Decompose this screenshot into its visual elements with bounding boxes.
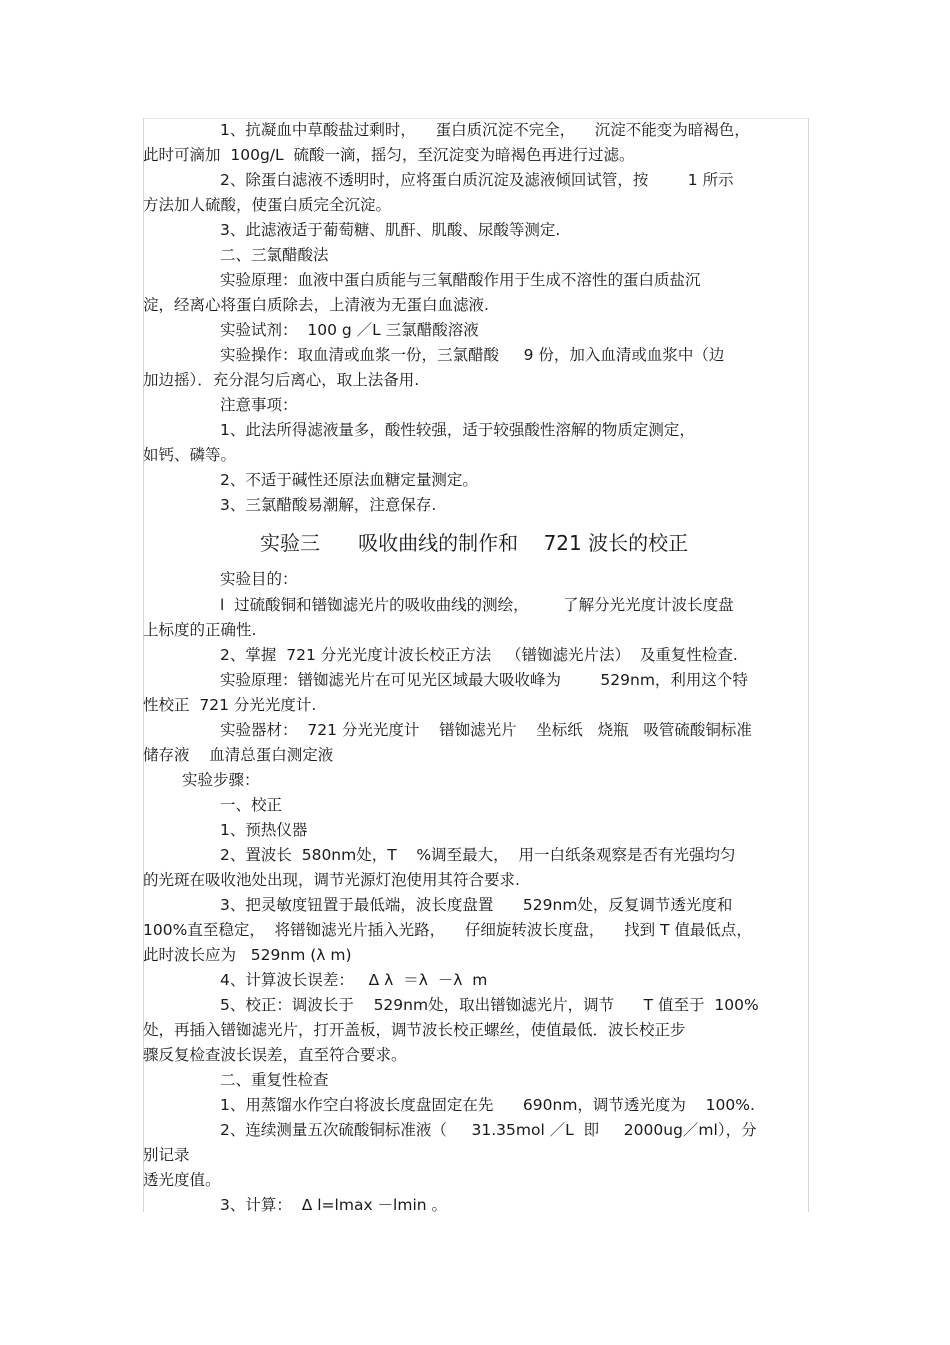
paragraph-line: 此时可滴加 100g/L 硫酸一滴，摇匀，至沉淀变为暗褐色再进行过滤。 — [143, 146, 635, 164]
paragraph-line: 上标度的正确性. — [143, 621, 257, 639]
paragraph-line: 3、计算： Δ l=lmax －lmin 。 — [220, 1196, 448, 1214]
section-heading: 实验三 吸收曲线的制作和 721 波长的校正 — [260, 531, 689, 555]
paragraph-line: 别记录 — [143, 1146, 190, 1164]
paragraph-line: 方法加人硫酸，使蛋白质完全沉淀。 — [143, 196, 392, 214]
paragraph-line: 实验器材： 721 分光光度计 镨铷滤光片 坐标纸 烧瓶 吸管硫酸铜标准 — [220, 721, 752, 739]
paragraph-line: 实验试剂： 100 g ／L 三氯醋酸溶液 — [220, 321, 479, 339]
paragraph-line: 的光斑在吸收池处出现，调节光源灯泡使用其符合要求. — [143, 871, 520, 889]
paragraph-line: 加边摇）．充分混匀后离心，取上法备用. — [143, 371, 420, 389]
paragraph-line: 二、重复性检查 — [220, 1071, 329, 1089]
paragraph-line: 透光度值。 — [143, 1171, 221, 1189]
paragraph-line: 实验原理：镨铷滤光片在可见光区域最大吸收峰为 529nm，利用这个特 — [220, 671, 748, 689]
paragraph-line: 处，再插入镨铷滤光片，打开盖板，调节波长校正螺丝，使值最低．波长校正步 — [143, 1021, 686, 1039]
paragraph-line: 骤反复检查波长误差，直至符合要求。 — [143, 1046, 407, 1064]
paragraph-line: 淀，经离心将蛋白质除去，上清液为无蛋白血滤液. — [143, 296, 489, 314]
paragraph-line: 实验原理：血液中蛋白质能与三氧醋酸作用于生成不溶性的蛋白质盐沉 — [220, 271, 701, 289]
paragraph-line: 2、掌握 721 分光光度计波长校正方法 （镨铷滤光片法） 及重复性检查. — [220, 646, 738, 664]
paragraph-line: 4、计算波长误差： Δ λ ＝λ －λ m — [220, 971, 488, 989]
paragraph-line: 2、连续测量五次硫酸铜标准液（ 31.35mol ／L 即 2000ug／ml），分 — [220, 1121, 757, 1139]
paragraph-line: 实验目的： — [220, 570, 298, 588]
paragraph-line: 二、三氯醋酸法 — [220, 246, 329, 264]
paragraph-line: 1、此法所得滤液量多，酸性较强，适于较强酸性溶解的物质定测定， — [220, 421, 695, 439]
paragraph-line: 注意事项： — [220, 396, 298, 414]
paragraph-line: 2、除蛋白滤液不透明时，应将蛋白质沉淀及滤液倾回试管，按 1 所示 — [220, 171, 734, 189]
paragraph-line: 此时波长应为 529nm (λ m) — [143, 946, 352, 964]
paragraph-line: 如钙、磷等。 — [143, 446, 237, 464]
paragraph-line: 100%直至稳定， 将镨铷滤光片插入光路， 仔细旋转波长度盘， 找到 T 值最低点， — [143, 921, 752, 939]
paragraph-line: 1、预热仪器 — [220, 821, 308, 839]
paragraph-line: 储存液 血清总蛋白测定液 — [143, 746, 334, 764]
paragraph-line: 性校正 721 分光光度计. — [143, 696, 317, 714]
paragraph-line: 2、不适于碱性还原法血糖定量测定。 — [220, 471, 478, 489]
paragraph-line: 一、校正 — [220, 796, 283, 814]
paragraph-line: l 过硫酸铜和镨铷滤光片的吸收曲线的测绘， 了解分光光度计波长度盘 — [220, 596, 734, 614]
paragraph-line: 实验操作：取血清或血浆一份，三氯醋酸 9 份，加入血清或血浆中（边 — [220, 346, 725, 364]
paragraph-line: 实验步骤： — [182, 771, 260, 789]
paragraph-line: 1、抗凝血中草酸盐过剩时， 蛋白质沉淀不完全， 沉淀不能变为暗褐色， — [220, 121, 750, 139]
paragraph-line: 3、三氯醋酸易潮解，注意保存. — [220, 496, 437, 514]
paragraph-line: 5、校正：调波长于 529nm处，取出镨铷滤光片，调节 T 值至于 100% — [220, 996, 759, 1014]
paragraph-line: 3、此滤液适于葡萄糖、肌酐、肌酸、尿酸等测定. — [220, 221, 561, 239]
paragraph-line: 3、把灵敏度钮置于最低端，波长度盘置 529nm处，反复调节透光度和 — [220, 896, 733, 914]
paragraph-line: 1、用蒸馏水作空白将波长度盘固定在先 690nm，调节透光度为 100%. — [220, 1096, 755, 1114]
paragraph-line: 2、置波长 580nm处，T %调至最大， 用一白纸条观察是否有光强均匀 — [220, 846, 736, 864]
